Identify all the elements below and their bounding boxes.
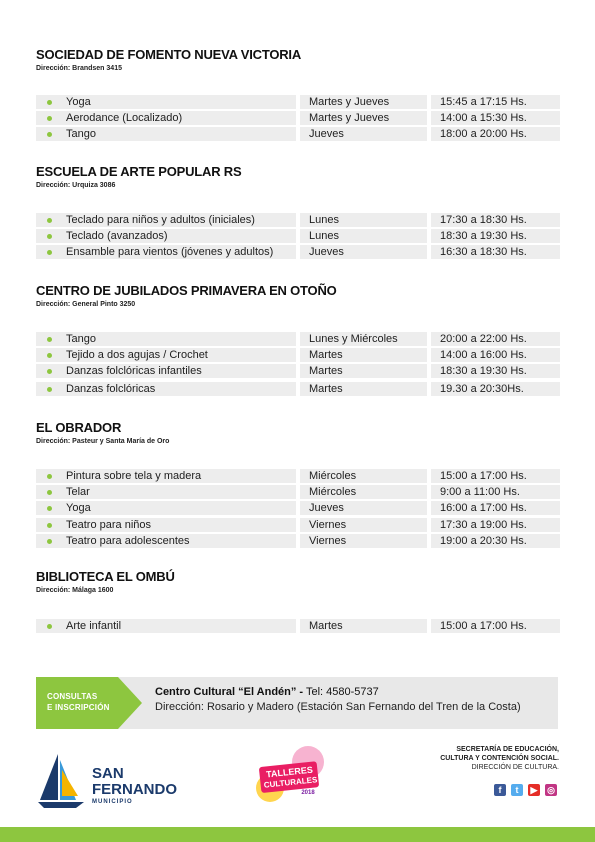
time-cell	[431, 245, 560, 259]
venue-name: Centro Cultural “El Andén” -	[155, 686, 304, 698]
time-text: 15:00 a 17:00 Hs.	[440, 470, 527, 482]
secretaria-line1: SECRETARÍA DE EDUCACIÓN,	[456, 746, 559, 753]
activity-cell	[36, 382, 296, 396]
social-icons	[494, 784, 560, 798]
time-text: 15:45 a 17:15 Hs.	[440, 96, 527, 108]
days-cell	[300, 534, 427, 548]
time-cell	[431, 485, 560, 499]
days-text: Jueves	[309, 246, 344, 258]
activity-cell	[36, 213, 296, 227]
time-text: 16:30 a 18:30 Hs.	[440, 246, 527, 258]
days-cell	[300, 332, 427, 346]
time-text: 17:30 a 19:00 Hs.	[440, 519, 527, 531]
days-cell	[300, 229, 427, 243]
table-row	[36, 111, 562, 127]
days-text: Lunes	[309, 214, 339, 226]
talleres-badge-icon	[250, 744, 330, 804]
bullet-icon	[47, 353, 52, 358]
time-text: 14:00 a 15:30 Hs.	[440, 112, 527, 124]
activity-text: Teclado (avanzados)	[66, 230, 168, 242]
bullet-icon	[47, 116, 52, 121]
logo-name-line1: SAN	[92, 765, 124, 782]
bullet-icon	[47, 474, 52, 479]
section-address: Dirección: General Pinto 3250	[36, 301, 136, 308]
contact-tag	[36, 677, 118, 729]
time-text: 20:00 a 22:00 Hs.	[440, 333, 527, 345]
days-text: Martes	[309, 620, 343, 632]
activity-text: Teclado para niños y adultos (iniciales)	[66, 214, 255, 226]
twitter-icon[interactable]: t	[511, 784, 523, 796]
bullet-icon	[47, 100, 52, 105]
days-cell	[300, 501, 427, 515]
secretaria-info	[440, 745, 559, 772]
section-biblioteca-ombu	[36, 569, 562, 632]
activity-text: Ensamble para vientos (jóvenes y adultos)	[66, 246, 274, 258]
time-cell	[431, 127, 560, 141]
table-row	[36, 469, 562, 485]
days-cell	[300, 382, 427, 396]
section-title: SOCIEDAD DE FOMENTO NUEVA VICTORIA	[36, 47, 302, 62]
time-text: 18:00 a 20:00 Hs.	[440, 128, 527, 140]
activity-cell	[36, 469, 296, 483]
bullet-icon	[47, 539, 52, 544]
section-address: Dirección: Brandsen 3415	[36, 65, 122, 72]
time-cell	[431, 469, 560, 483]
bullet-icon	[47, 250, 52, 255]
activity-cell	[36, 619, 296, 633]
instagram-icon[interactable]: ◎	[545, 784, 557, 796]
san-fernando-logo	[36, 752, 186, 810]
activity-cell	[36, 485, 296, 499]
bullet-icon	[47, 387, 52, 392]
bullet-icon	[47, 624, 52, 629]
sailboat-icon	[36, 752, 92, 808]
days-text: Miércoles	[309, 486, 357, 498]
table-row	[36, 95, 562, 111]
section-address: Dirección: Urquiza 3086	[36, 182, 116, 189]
table-row	[36, 332, 562, 348]
activity-cell	[36, 245, 296, 259]
time-cell	[431, 501, 560, 515]
time-cell	[431, 518, 560, 532]
table-row	[36, 534, 562, 550]
activity-cell	[36, 364, 296, 378]
schedule-table	[36, 619, 562, 635]
talleres-line1: TALLERES	[265, 764, 314, 780]
time-text: 19.30 a 20:30Hs.	[440, 383, 524, 395]
footer-bar	[0, 827, 595, 842]
days-cell	[300, 485, 427, 499]
days-text: Viernes	[309, 519, 347, 531]
table-row	[36, 485, 562, 501]
days-text: Viernes	[309, 535, 347, 547]
time-cell	[431, 619, 560, 633]
contact-tag-line2: E INSCRIPCIÓN	[47, 703, 110, 712]
table-row	[36, 229, 562, 245]
talleres-culturales-logo	[250, 744, 330, 804]
time-text: 19:00 a 20:30 Hs.	[440, 535, 527, 547]
days-text: Miércoles	[309, 470, 357, 482]
days-cell	[300, 127, 427, 141]
section-title: BIBLIOTECA EL OMBÚ	[36, 569, 175, 584]
time-text: 15:00 a 17:00 Hs.	[440, 620, 527, 632]
contact-address: Dirección: Rosario y Madero (Estación San Fernando del Tren de la Costa)	[155, 701, 521, 713]
schedule-table	[36, 213, 562, 261]
table-row	[36, 517, 562, 534]
activity-text: Teatro para adolescentes	[66, 535, 190, 547]
phone-number: Tel: 4580-5737	[303, 686, 379, 698]
activity-cell	[36, 518, 296, 532]
activity-text: Tango	[66, 333, 96, 345]
activity-text: Pintura sobre tela y madera	[66, 470, 202, 482]
activity-cell	[36, 501, 296, 515]
table-row	[36, 245, 562, 261]
time-cell	[431, 95, 560, 109]
secretaria-line3: DIRECCIÓN DE CULTURA.	[471, 764, 559, 771]
schedule-table	[36, 95, 562, 143]
bullet-icon	[47, 490, 52, 495]
section-escuela-arte	[36, 164, 562, 258]
time-text: 18:30 a 19:30 Hs.	[440, 365, 527, 377]
activity-text: Danzas folclóricas	[66, 383, 156, 395]
activity-text: Tango	[66, 128, 96, 140]
time-text: 14:00 a 16:00 Hs.	[440, 349, 527, 361]
days-cell	[300, 469, 427, 483]
talleres-line2: CULTURALES	[263, 775, 318, 790]
time-text: 18:30 a 19:30 Hs.	[440, 230, 527, 242]
bullet-icon	[47, 337, 52, 342]
section-address: Dirección: Pasteur y Santa María de Oro	[36, 438, 170, 445]
contact-tag-line1: CONSULTAS	[47, 692, 98, 701]
activity-text: Telar	[66, 486, 90, 498]
days-cell	[300, 619, 427, 633]
table-row	[36, 213, 562, 229]
time-cell	[431, 382, 560, 396]
activity-text: Tejido a dos agujas / Crochet	[66, 349, 208, 361]
days-cell	[300, 213, 427, 227]
days-cell	[300, 518, 427, 532]
time-cell	[431, 213, 560, 227]
activity-cell	[36, 534, 296, 548]
days-text: Martes	[309, 365, 343, 377]
logo-subtitle: MUNICIPIO	[92, 799, 133, 805]
activity-cell	[36, 95, 296, 109]
time-cell	[431, 348, 560, 362]
activity-cell	[36, 348, 296, 362]
bullet-icon	[47, 218, 52, 223]
section-sociedad-fomento	[36, 47, 562, 140]
activity-text: Yoga	[66, 502, 91, 514]
section-title: ESCUELA DE ARTE POPULAR RS	[36, 164, 242, 179]
table-row	[36, 501, 562, 517]
activity-text: Yoga	[66, 96, 91, 108]
activity-text: Teatro para niños	[66, 519, 151, 531]
table-row	[36, 127, 562, 143]
contact-venue-line	[155, 686, 379, 698]
secretaria-line2: CULTURA Y CONTENCIÓN SOCIAL.	[440, 755, 559, 762]
contact-box	[36, 677, 558, 729]
days-text: Martes y Jueves	[309, 112, 390, 124]
activity-cell	[36, 111, 296, 125]
schedule-table	[36, 469, 562, 550]
time-cell	[431, 111, 560, 125]
table-row	[36, 364, 562, 380]
time-cell	[431, 332, 560, 346]
days-text: Jueves	[309, 128, 344, 140]
logo-name-line2: FERNANDO	[92, 781, 177, 798]
table-row	[36, 619, 562, 635]
time-cell	[431, 364, 560, 378]
days-cell	[300, 364, 427, 378]
section-el-obrador	[36, 420, 562, 547]
time-cell	[431, 534, 560, 548]
days-text: Jueves	[309, 502, 344, 514]
days-cell	[300, 111, 427, 125]
activity-text: Danzas folclóricas infantiles	[66, 365, 202, 377]
facebook-icon[interactable]: f	[494, 784, 506, 796]
days-text: Lunes	[309, 230, 339, 242]
time-cell	[431, 229, 560, 243]
time-text: 17:30 a 18:30 Hs.	[440, 214, 527, 226]
bullet-icon	[47, 523, 52, 528]
time-text: 16:00 a 17:00 Hs.	[440, 502, 527, 514]
days-text: Martes y Jueves	[309, 96, 390, 108]
table-row	[36, 380, 562, 398]
time-text: 9:00 a 11:00 Hs.	[440, 486, 520, 498]
talleres-year: 2018	[301, 790, 315, 796]
days-text: Lunes y Miércoles	[309, 333, 398, 345]
section-centro-jubilados	[36, 283, 562, 395]
days-cell	[300, 245, 427, 259]
section-title: CENTRO DE JUBILADOS PRIMAVERA EN OTOÑO	[36, 283, 337, 298]
activity-text: Arte infantil	[66, 620, 122, 632]
schedule-table	[36, 332, 562, 398]
days-cell	[300, 95, 427, 109]
section-address: Dirección: Málaga 1600	[36, 587, 114, 594]
bullet-icon	[47, 369, 52, 374]
days-text: Martes	[309, 383, 343, 395]
days-cell	[300, 348, 427, 362]
activity-text: Aerodance (Localizado)	[66, 112, 183, 124]
table-row	[36, 348, 562, 364]
arrow-icon	[118, 677, 142, 729]
bullet-icon	[47, 132, 52, 137]
section-title: EL OBRADOR	[36, 420, 122, 435]
days-text: Martes	[309, 349, 343, 361]
activity-cell	[36, 229, 296, 243]
activity-cell	[36, 127, 296, 141]
bullet-icon	[47, 506, 52, 511]
activity-cell	[36, 332, 296, 346]
youtube-icon[interactable]: ▶	[528, 784, 540, 796]
bullet-icon	[47, 234, 52, 239]
